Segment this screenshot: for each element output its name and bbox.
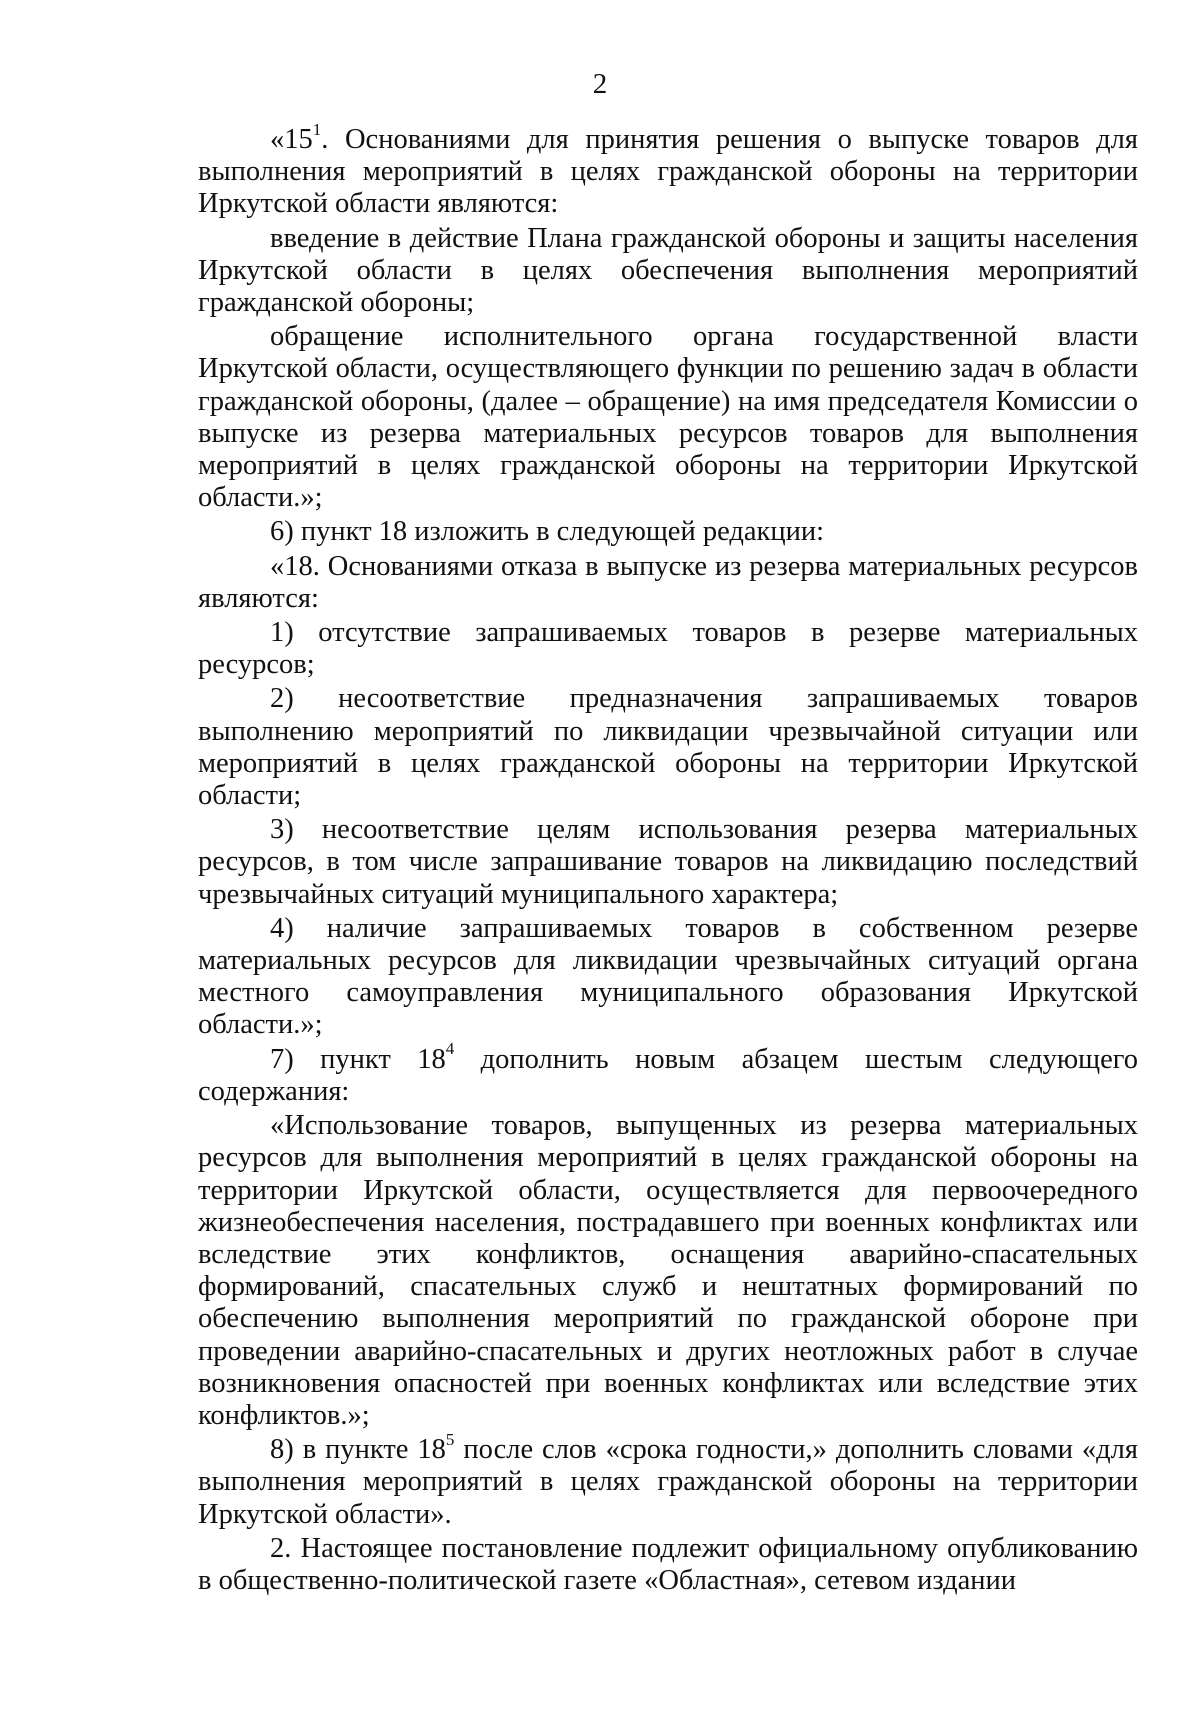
paragraph: «Использование товаров, выпущенных из резерва материальных ресурсов для выполнения мероприятий в целях гражданской обороны на территории Иркутской области, осуществляется для первоочередного жизнеобеспечения населения, пострадавшего при военных конфликтах или вследствие этих конфликтов, оснащения аварийно-спасательных формирований, спасательных служб и нештатных формирований по обеспечению выполнения мероприятий по гражданской обороне при проведении аварийно-спасательных и других неотложных работ в случае возникновения опасностей при военных конфликтах или вследствие этих конфликтов.»; — [198, 1110, 1138, 1431]
document-body — [198, 119, 1139, 1597]
paragraph: обращение исполнительного органа государственной власти Иркутской области, осуществляющего функции по решению задач в области гражданской обороны, (далее – обращение) на имя председателя Комиссии о выпуске из резерва материальных ресурсов товаров для выполнения мероприятий в целях гражданской обороны на территории Иркутской области.»; — [198, 321, 1138, 514]
paragraph: 2. Настоящее постановление подлежит официальному опубликованию в общественно-политической газете «Областная», сетевом издании — [198, 1532, 1138, 1596]
paragraph: «18. Основаниями отказа в выпуске из резерва материальных ресурсов являются: — [198, 550, 1138, 614]
paragraph-7 — [198, 1039, 1138, 1108]
list-item: 3) несоответствие целям использования резерва материальных ресурсов, в том числе запрашивание товаров на ликвидацию последствий чрезвычайных ситуаций муниципального характера; — [198, 814, 1138, 910]
paragraph-text: дополнить новым абзацем шестым следующего содержания: — [198, 1043, 1138, 1107]
list-item: 1) отсутствие запрашиваемых товаров в резерве материальных ресурсов; — [198, 617, 1138, 681]
list-item: 2) несоответствие предназначения запрашиваемых товаров выполнению мероприятий по ликвидации чрезвычайной ситуации или мероприятий в целях гражданской обороны на территории Иркутской области; — [198, 683, 1138, 812]
superscript: 4 — [445, 1039, 455, 1059]
superscript: 1 — [312, 119, 322, 139]
page-number: 2 — [592, 68, 608, 100]
paragraph-text: после слов «срока годности,» дополнить словами «для выполнения мероприятий в целях гражданской обороны на территории Иркутской области». — [198, 1434, 1139, 1530]
paragraph-text: «15 — [270, 124, 313, 155]
paragraph: введение в действие Плана гражданской обороны и защиты населения Иркутской области в целях обеспечения выполнения мероприятий гражданской обороны; — [198, 222, 1138, 319]
paragraph-15-1 — [198, 119, 1138, 221]
paragraph-text: . Основаниями для принятия решения о выпуске товаров для выполнения мероприятий в целях гражданской обороны на территории Иркутской области являются: — [198, 124, 1138, 220]
superscript: 5 — [445, 1429, 455, 1449]
paragraph: 6) пункт 18 изложить в следующей редакции: — [270, 516, 825, 548]
paragraph-8 — [198, 1429, 1139, 1531]
paragraph-text: 7) пункт 18 — [270, 1043, 446, 1075]
paragraph-text: 8) в пункте 18 — [270, 1434, 446, 1466]
list-item: 4) наличие запрашиваемых товаров в собственном резерве материальных ресурсов для ликвидации чрезвычайных ситуаций органа местного самоуправления муниципального образования Иркутской области.»; — [198, 912, 1138, 1041]
